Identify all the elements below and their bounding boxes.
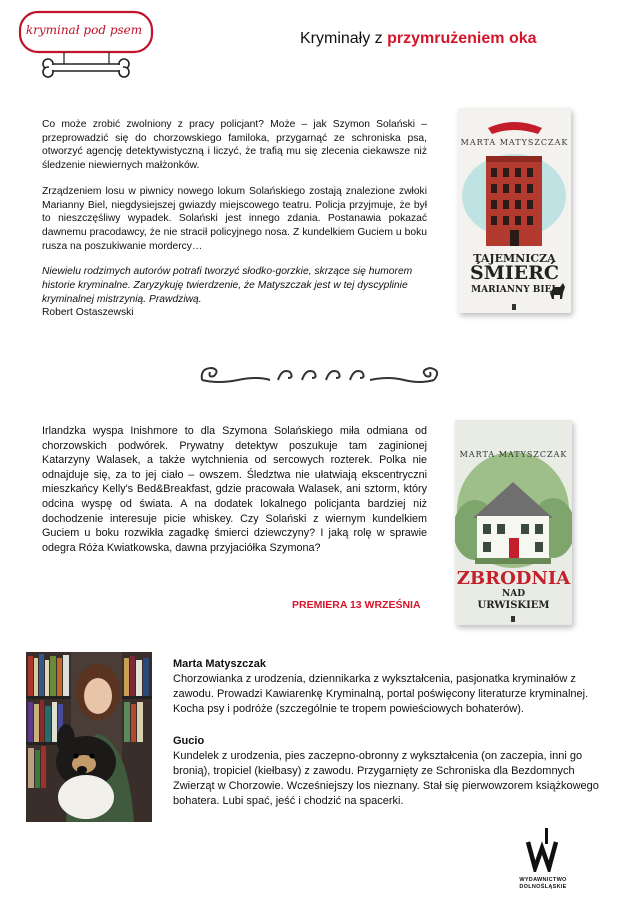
- author-name: Marta Matyszczak: [173, 658, 266, 670]
- book1-cover: [458, 108, 571, 313]
- dog-name: Gucio: [173, 734, 205, 747]
- header-highlight: przymrużeniem oka: [387, 30, 537, 47]
- book1-cover-title-1: TAJEMNICZA: [473, 252, 556, 265]
- publisher-line-1: WYDAWNICTWO: [519, 877, 567, 883]
- publisher-line-2: DOLNOŚLĄSKIE: [519, 883, 567, 890]
- ornament-divider: [198, 358, 443, 397]
- publisher-w-icon: [518, 826, 568, 872]
- premiere-date: PREMIERA 13 WRZEŚNIA: [292, 599, 421, 611]
- logo: [14, 6, 159, 82]
- book1-review-quote: Niewielu rodzimych autorów potrafi tworzyć słodko-gorzkie, skrzące się humorem historie kryminalne. Zaryzykuję twierdzenie, że Matyszczak jest w tej dyscyplinie kryminalnej mistrzynią. Prawdziwą.: [42, 266, 413, 305]
- publisher-logo: [518, 826, 568, 894]
- book1-description: [42, 118, 427, 320]
- authors-section: [173, 657, 613, 825]
- logo-text: kryminał pod psem: [25, 23, 143, 37]
- book2-paragraph: Irlandzka wyspa Inishmore to dla Szymona Solańskiego miła odmiana od chorzowskich podwórek. Prywatny detektyw poszukuje tam zaginionej Katarzyny Walasek, a także wytchnienia od sercowych rozterek. Polka nie odnajduje się, za to jej ciało – owszem. Śledztwa nie ułatwiają ekscentryczni mieszkańcy Kelly's Bed&Breakfast, gdzie pracowała Walasek, ani sztorm, który odcina wyspę od świata. A na dodatek lokalnego policjanta bardziej niż dochodzenie interesuje picie whiskey. Czy Solański z wiernym kundelkiem Guciem u boku rozwikła zagadkę śmierci dziewczyny? I jaką rolę w sprawie odegra Róża Kwiatkowska, dawna przyjaciółka Szymona?: [42, 425, 427, 554]
- header-prefix: Kryminały z: [300, 30, 388, 47]
- dog-bio: Kundelek z urodzenia, pies zaczepno-obronny z wykształcenia (on zaczepia, inni go bronią), tropiciel (kiełbasy) z zawodu. Przygarnięty ze Schroniska dla Bezdomnych Zwierząt w Chorzowie. Wcześniejszy los nieznany. Stał się pierwowzorem książkowego bohatera. Lubi spać, jeść i chodzić na spacerki.: [173, 749, 599, 808]
- book1-paragraph-2: Zrządzeniem losu w piwnicy nowego lokum Solańskiego zostają znalezione zwłoki Marianny Biel, niegdysiejszej gwiazdy miejscowego teatru. Policja przyjmuje, że był to nieszczęśliwy wypadek. Solański jest innego zdania. Postanawia pokazać dawnemu pracodawcy, że nie stracił policyjnego nosa. Z kundelkiem Guciem u boku rusza na poszukiwanie mordercy…: [42, 185, 427, 252]
- book1-cover-title-3: MARIANNY BIEL: [471, 285, 558, 295]
- book1-paragraph-1: Co może zrobić zwolniony z pracy policjant? Może – jak Szymon Solański – przeprowadzić się do chorzowskiego familoka, przygarnąć ze schroniska psa, otworzyć agencję detektywistyczną i liczyć, że trafią mu się zlecenia ciekawsze niż śledzenie niewiernych małżonków.: [42, 119, 427, 172]
- book1-cover-author: MARTA MATYSZCZAK: [460, 138, 569, 147]
- book2-cover: [455, 420, 572, 625]
- page-header: [300, 30, 537, 48]
- book2-cover-title-2: NAD: [501, 589, 525, 599]
- author-bio: Chorzowianka z urodzenia, dziennikarka z wykształcenia, pasjonatka kryminałów z zawodu. Prowadzi Kawiarenkę Kryminalną, portal poświęcony literaturze kryminalnej. Kocha psy i podróże (szczególnie te tropem powieściowych bohaterów).: [173, 673, 589, 716]
- book2-cover-author: MARTA MATYSZCZAK: [459, 450, 568, 459]
- book1-review-author: Robert Ostaszewski: [42, 307, 134, 319]
- book1-cover-title-2: ŚMIERĆ: [469, 262, 560, 284]
- author-photo: [26, 652, 152, 822]
- book2-cover-title-1: ZBRODNIA: [456, 568, 571, 589]
- book2-cover-title-3: URWISKIEM: [477, 600, 550, 611]
- book2-description: [42, 424, 427, 567]
